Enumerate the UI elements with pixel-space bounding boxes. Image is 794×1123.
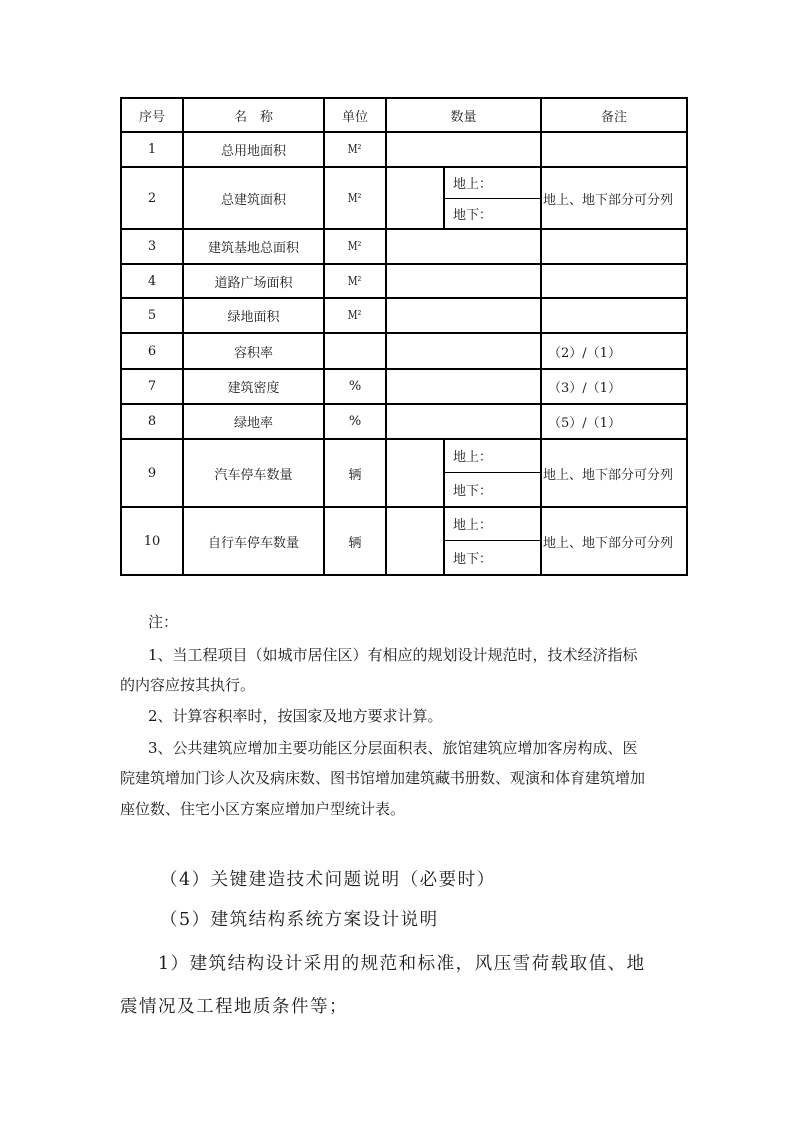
row-quantity <box>386 298 541 333</box>
row-unit <box>324 229 386 264</box>
row-unit <box>324 167 386 229</box>
row-quantity <box>386 167 444 229</box>
note-item-1-line-2: 的内容应按其执行。 <box>120 676 256 694</box>
row-quantity <box>386 404 541 439</box>
note-item-2: 2、计算容积率时，按国家及地方要求计算。 <box>148 707 443 725</box>
table-row <box>121 264 687 298</box>
row-remark: （3）/（1） <box>541 369 687 404</box>
row-unit <box>324 333 386 369</box>
above-ground-label: 地上： <box>444 167 541 198</box>
row-quantity <box>386 507 444 575</box>
table-row <box>121 439 687 472</box>
row-no: 2 <box>121 167 183 229</box>
header-quantity: 数量 <box>386 98 541 132</box>
row-no: 3 <box>121 229 183 264</box>
row-unit <box>324 298 386 333</box>
row-remark: （5）/（1） <box>541 404 687 439</box>
row-name: 绿地率 <box>183 404 324 439</box>
row-quantity <box>386 229 541 264</box>
header-unit: 单位 <box>324 98 386 132</box>
row-unit: 辆 <box>324 439 386 507</box>
row-remark <box>541 298 687 333</box>
header-remark: 备注 <box>541 98 687 132</box>
unit-square-meter: M² <box>348 239 362 253</box>
below-ground-label: 地下： <box>444 472 541 507</box>
technical-indicators-table <box>120 97 688 576</box>
note-item-3-line-2: 院建筑增加门诊人次及病床数、图书馆增加建筑藏书册数、观演和体育建筑增加 <box>120 769 646 787</box>
row-remark: 地上、地下部分可分列 <box>541 507 687 575</box>
unit-square-meter: M² <box>348 308 362 322</box>
row-no: 8 <box>121 404 183 439</box>
table-row <box>121 298 687 333</box>
row-name: 自行车停车数量 <box>183 507 324 575</box>
header-no: 序号 <box>121 98 183 132</box>
row-unit <box>324 264 386 298</box>
notes-title: 注： <box>148 613 179 631</box>
row-name: 汽车停车数量 <box>183 439 324 507</box>
table-row <box>121 167 687 198</box>
row-name: 总建筑面积 <box>183 167 324 229</box>
row-no: 9 <box>121 439 183 507</box>
row-unit <box>324 132 386 167</box>
row-name: 总用地面积 <box>183 132 324 167</box>
table-row <box>121 229 687 264</box>
row-name: 绿地面积 <box>183 298 324 333</box>
header-name: 名 称 <box>183 98 324 132</box>
note-item-1-line-1: 1、当工程项目（如城市居住区）有相应的规划设计规范时，技术经济指标 <box>148 646 638 664</box>
below-ground-label: 地下： <box>444 540 541 575</box>
row-quantity <box>386 132 541 167</box>
row-name: 容积率 <box>183 333 324 369</box>
row-remark: 地上、地下部分可分列 <box>541 439 687 507</box>
row-no: 4 <box>121 264 183 298</box>
row-name: 建筑基地总面积 <box>183 229 324 264</box>
row-unit: % <box>324 404 386 439</box>
row-unit: 辆 <box>324 507 386 575</box>
table-row <box>121 132 687 167</box>
row-quantity <box>386 264 541 298</box>
table-header-row <box>121 98 687 132</box>
section-4-heading: （4）关键建造技术问题说明（必要时） <box>160 870 496 890</box>
above-ground-label: 地上： <box>444 507 541 540</box>
paragraph-1-line-2: 震情况及工程地质条件等； <box>120 997 348 1017</box>
row-remark: （2）/（1） <box>541 333 687 369</box>
below-ground-label: 地下： <box>444 198 541 229</box>
table-row <box>121 369 687 404</box>
above-ground-label: 地上： <box>444 439 541 472</box>
note-item-3-line-3: 座位数、住宅小区方案应增加户型统计表。 <box>120 800 406 818</box>
row-quantity <box>386 439 444 507</box>
row-remark <box>541 264 687 298</box>
unit-square-meter: M² <box>348 142 362 156</box>
row-no: 1 <box>121 132 183 167</box>
row-quantity <box>386 369 541 404</box>
row-no: 5 <box>121 298 183 333</box>
unit-square-meter: M² <box>348 273 362 288</box>
paragraph-1-line-1: 1）建筑结构设计采用的规范和标准，风压雪荷载取值、地 <box>158 954 646 974</box>
row-no: 6 <box>121 333 183 369</box>
table-row <box>121 507 687 540</box>
row-no: 10 <box>121 507 183 575</box>
section-5-heading: （5）建筑结构系统方案设计说明 <box>160 910 439 930</box>
table-row <box>121 333 687 369</box>
row-remark: 地上、地下部分可分列 <box>541 167 687 229</box>
row-remark <box>541 229 687 264</box>
table-row <box>121 404 687 439</box>
row-no: 7 <box>121 369 183 404</box>
row-remark <box>541 132 687 167</box>
row-unit: % <box>324 369 386 404</box>
row-name: 建筑密度 <box>183 369 324 404</box>
note-item-3-line-1: 3、公共建筑应增加主要功能区分层面积表、旅馆建筑应增加客房构成、医 <box>148 739 638 757</box>
row-quantity <box>386 333 541 369</box>
unit-square-meter: M² <box>348 190 362 205</box>
row-name: 道路广场面积 <box>183 264 324 298</box>
